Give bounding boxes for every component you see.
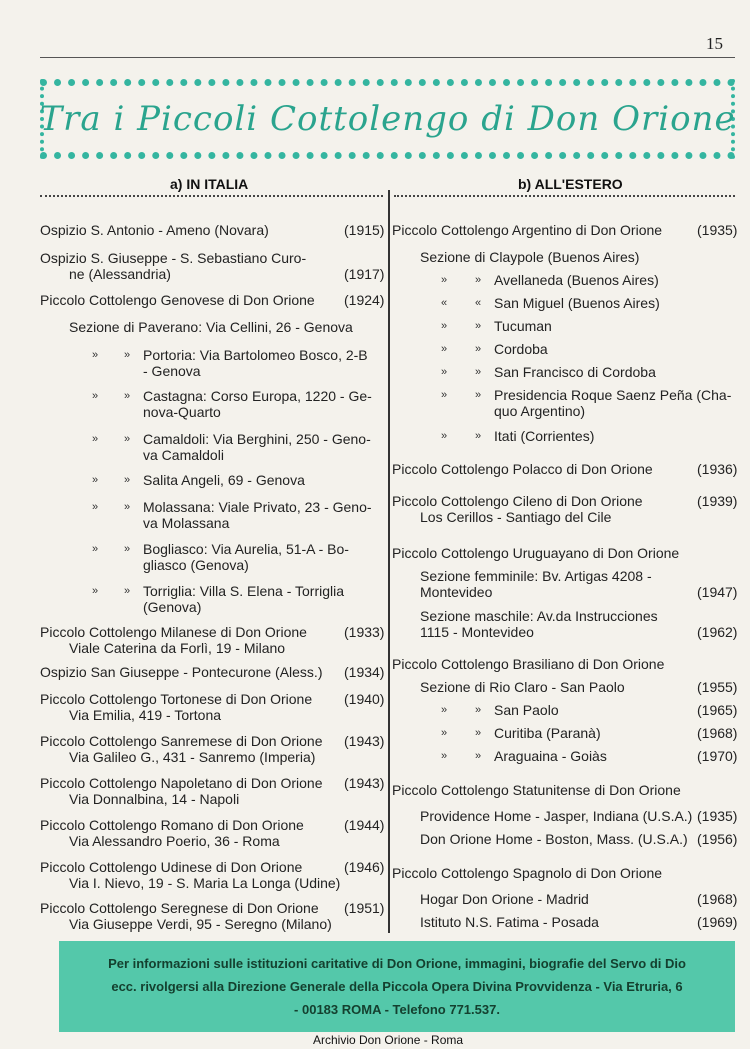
estero-entry-year: (1956) [697,831,738,847]
ditto-mark: » [441,343,448,355]
italia-entry-line: Camaldoli: Via Berghini, 250 - Geno- [143,431,371,447]
ditto-mark: » [475,366,482,378]
estero-entry-line: San Miguel (Buenos Aires) [494,295,660,311]
top-rule [40,57,735,58]
italia-entry-line: Portoria: Via Bartolomeo Bosco, 2-B [143,347,368,363]
archive-credit: Archivio Don Orione - Roma [313,1033,464,1047]
estero-entry-line: Sezione femminile: Bv. Artigas 4208 - [420,568,652,584]
italia-entry-line-continued: Via Donnalbina, 14 - Napoli [69,791,240,807]
italia-entry-year: (1915) [344,222,385,238]
italia-entry-line-continued: Via I. Nievo, 19 - S. Maria La Longa (Udine) [69,875,341,891]
italia-entry-year: (1933) [344,624,385,640]
estero-entry-line: San Francisco di Cordoba [494,364,656,380]
italia-entry-year: (1946) [344,859,385,875]
ditto-mark: » [124,474,131,486]
estero-entry-line-continued: quo Argentino) [494,403,586,419]
italia-entry-line-continued: ne (Alessandria) [69,266,171,282]
ditto-mark: » [92,501,99,513]
italia-entry-line-continued: nova-Quarto [143,404,221,420]
info-line: - 00183 ROMA - Telefono 771.537. [294,1002,500,1017]
ditto-mark: » [475,430,482,442]
estero-entry-line: Providence Home - Jasper, Indiana (U.S.A.) [420,808,693,824]
italia-entry-year: (1940) [344,691,385,707]
estero-entry-year: (1947) [697,584,738,600]
ditto-mark: « [475,297,482,309]
ditto-mark: » [441,704,448,716]
ditto-mark: » [92,474,99,486]
info-line: ecc. rivolgersi alla Direzione Generale della Piccola Opera Divina Provvidenza - Via Etruria, 6 [111,979,683,994]
estero-entry-line: Sezione di Claypole (Buenos Aires) [420,249,640,265]
estero-entry-year: (1935) [697,808,738,824]
italia-entry-line: Piccolo Cottolengo Tortonese di Don Orione [40,691,313,707]
italia-entry-year: (1943) [344,775,385,791]
italia-entry-line: Piccolo Cottolengo Udinese di Don Orione [40,859,303,875]
ditto-mark: » [124,585,131,597]
estero-entry-year: (1969) [697,914,738,930]
italia-entry-line: Piccolo Cottolengo Napoletano di Don Orione [40,775,323,791]
ditto-mark: » [441,430,448,442]
italia-entry-year: (1944) [344,817,385,833]
estero-entry-line: Sezione maschile: Av.da Instrucciones [420,608,658,624]
ditto-mark: » [124,501,131,513]
italia-entry-line-continued: - Genova [143,363,201,379]
italia-entry-line: Piccolo Cottolengo Romano di Don Orione [40,817,304,833]
estero-heading: b) ALL'ESTERO [518,176,623,192]
estero-entry-line-continued: Montevideo [420,584,493,600]
italia-entry-line: Castagna: Corso Europa, 1220 - Ge- [143,388,372,404]
estero-entry-line: Hogar Don Orione - Madrid [420,891,589,907]
estero-heading-rule [394,195,735,197]
estero-entry-line: San Paolo [494,702,559,718]
ditto-mark: » [124,349,131,361]
italia-entry-line: Ospizio S. Giuseppe - S. Sebastiano Curo- [40,250,307,266]
italia-entry-line-continued: Via Emilia, 419 - Tortona [69,707,222,723]
estero-entry-year: (1935) [697,222,738,238]
ditto-mark: « [441,297,448,309]
ditto-mark: » [124,390,131,402]
banner-title: Tra i Piccoli Cottolengo di Don Orione [39,99,736,139]
italia-heading-rule [40,195,383,197]
italia-entry-line: Bogliasco: Via Aurelia, 51-A - Bo- [143,541,349,557]
italia-entry-line-continued: Via Galileo G., 431 - Sanremo (Imperia) [69,749,316,765]
info-box [59,941,735,1032]
ditto-mark: » [475,727,482,739]
italia-entry-line: Piccolo Cottolengo Seregnese di Don Orione [40,900,319,916]
estero-entry-year: (1968) [697,725,738,741]
estero-entry-line: Curitiba (Paranà) [494,725,601,741]
estero-entry-line: Piccolo Cottolengo Cileno di Don Orione [392,493,643,509]
ditto-mark: » [441,320,448,332]
estero-entry-year: (1970) [697,748,738,764]
estero-entry-year: (1955) [697,679,738,695]
ditto-mark: » [441,274,448,286]
ditto-mark: » [92,390,99,402]
italia-entry-line-continued: va Molassana [143,515,230,531]
italia-entry-line: Molassana: Viale Privato, 23 - Geno- [143,499,372,515]
ditto-mark: » [475,343,482,355]
estero-entry-line: Sezione di Rio Claro - San Paolo [420,679,625,695]
italia-entry-line-continued: gliasco (Genova) [143,557,249,573]
ditto-mark: » [475,704,482,716]
italia-entry-line-continued: (Genova) [143,599,202,615]
italia-entry-line: Salita Angeli, 69 - Genova [143,472,305,488]
ditto-mark: » [475,389,482,401]
ditto-mark: » [441,750,448,762]
italia-entry-line: Piccolo Cottolengo Genovese di Don Orione [40,292,315,308]
title-banner [40,79,735,159]
ditto-mark: » [475,320,482,332]
ditto-mark: » [441,366,448,378]
italia-entry-line: Piccolo Cottolengo Sanremese di Don Orione [40,733,323,749]
estero-entry-year: (1962) [697,624,738,640]
ditto-mark: » [475,750,482,762]
italia-entry-line-continued: Via Giuseppe Verdi, 95 - Seregno (Milano) [69,916,332,932]
italia-entry-line: Ospizio S. Antonio - Ameno (Novara) [40,222,269,238]
italia-entry-line-continued: va Camaldoli [143,447,224,463]
estero-entry-line-continued: 1115 - Montevideo [420,624,534,640]
italia-entry-line-continued: Viale Caterina da Forlì, 19 - Milano [69,640,286,656]
italia-entry-line: Sezione di Paverano: Via Cellini, 26 - Genova [69,319,353,335]
ditto-mark: » [92,543,99,555]
estero-entry-line: Piccolo Cottolengo Brasiliano di Don Orione [392,656,665,672]
estero-entry-line: Araguaina - Goiàs [494,748,607,764]
estero-entry-line: Don Orione Home - Boston, Mass. (U.S.A.) [420,831,688,847]
estero-entry-line: Itati (Corrientes) [494,428,595,444]
italia-entry-year: (1943) [344,733,385,749]
estero-entry-line: Tucuman [494,318,552,334]
ditto-mark: » [124,433,131,445]
info-line: Per informazioni sulle istituzioni caritative di Don Orione, immagini, biografie del Servo di Dio [108,956,686,971]
ditto-mark: » [441,727,448,739]
ditto-mark: » [92,585,99,597]
italia-entry-year: (1934) [344,664,385,680]
ditto-mark: » [475,274,482,286]
estero-entry-line: Cordoba [494,341,548,357]
estero-entry-line: Piccolo Cottolengo Polacco di Don Orione [392,461,653,477]
estero-entry-year: (1965) [697,702,738,718]
ditto-mark: » [441,389,448,401]
estero-entry-line: Presidencia Roque Saenz Peña (Cha- [494,387,732,403]
italia-entry-year: (1917) [344,266,385,282]
ditto-mark: » [92,433,99,445]
italia-entry-year: (1951) [344,900,385,916]
estero-entry-year: (1936) [697,461,738,477]
ditto-mark: » [92,349,99,361]
estero-entry-year: (1939) [697,493,738,509]
estero-entry-line: Avellaneda (Buenos Aires) [494,272,659,288]
page-number: 15 [706,34,723,53]
estero-entry-line: Istituto N.S. Fatima - Posada [420,914,599,930]
estero-entry-year: (1968) [697,891,738,907]
italia-entry-line: Torriglia: Villa S. Elena - Torriglia [143,583,345,599]
estero-entry-line-continued: Los Cerillos - Santiago del Cile [420,509,612,525]
italia-entry-line: Piccolo Cottolengo Milanese di Don Orione [40,624,307,640]
italia-entry-line-continued: Via Alessandro Poerio, 36 - Roma [69,833,280,849]
ditto-mark: » [124,543,131,555]
italia-heading: a) IN ITALIA [170,176,249,192]
estero-entry-line: Piccolo Cottolengo Argentino di Don Orione [392,222,663,238]
column-divider [388,190,390,933]
italia-entry-year: (1924) [344,292,385,308]
estero-entry-line: Piccolo Cottolengo Spagnolo di Don Orione [392,865,663,881]
italia-entry-line: Ospizio San Giuseppe - Pontecurone (Aless.) [40,664,323,680]
estero-entry-line: Piccolo Cottolengo Uruguayano di Don Orione [392,545,680,561]
estero-entry-line: Piccolo Cottolengo Statunitense di Don Orione [392,782,681,798]
